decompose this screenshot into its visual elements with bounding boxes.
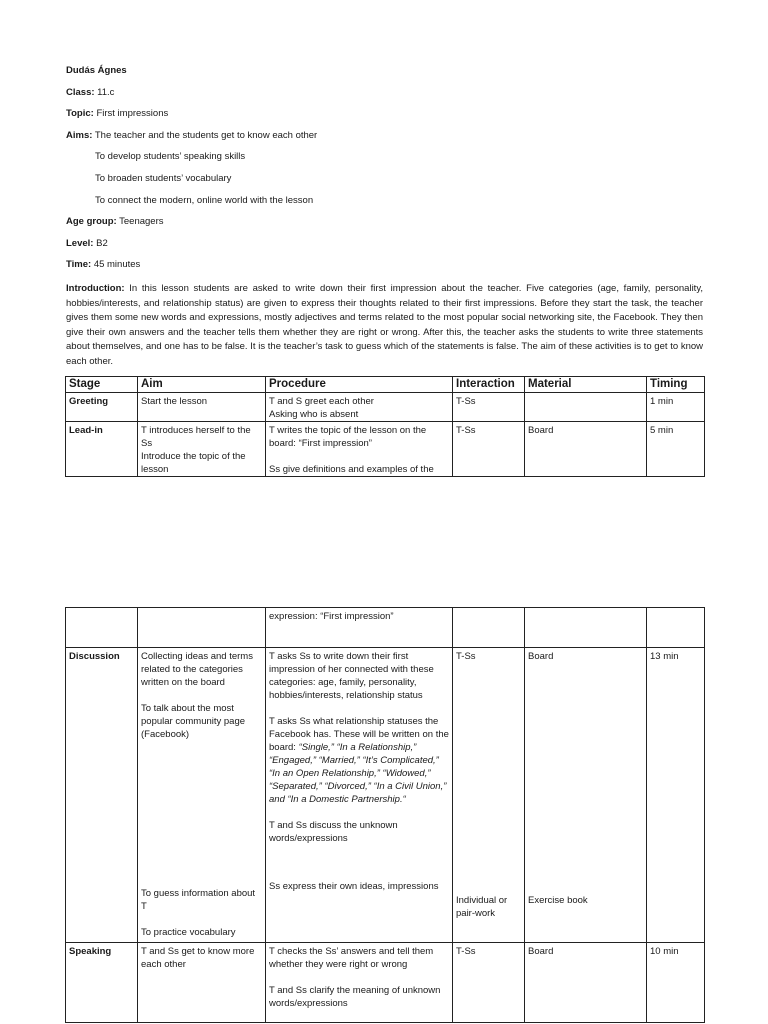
header-timing: Timing [647, 377, 705, 393]
interaction-cell: T-Ss [453, 422, 525, 477]
interaction-cell [453, 608, 525, 648]
aim-item: To connect the modern, online world with the lesson [95, 194, 314, 206]
stage-cell: Lead-in [66, 422, 138, 477]
material-cell: Board [525, 943, 647, 1023]
stage-cell: Speaking [66, 943, 138, 1023]
introduction-paragraph: Introduction: In this lesson students are asked to write down their first impression about the teacher. Five categories (age, family, personality, hobbies/interests, and relationship status) are given to express their thoughts related to their first impressions. Before they start the task, the teacher gives them some new words and expressions, mostly adjectives and terms related to the most popular social networking site, the Facebook. They then give their own answers and the teacher tells them whether they are right or wrong. After this, the teacher asks the students to write three statements about themselves, and one has to be false. It is the teacher’s task to guess which of the statements is false. The aim of these activities is to get to know each other. [66, 283, 704, 367]
timing-cell [647, 608, 705, 648]
stage-cell [66, 608, 138, 648]
material-cell: Board Exercise book [525, 648, 647, 943]
timing-cell: 1 min [647, 393, 705, 422]
lesson-plan-table-continued [65, 607, 705, 1023]
lesson-meta [66, 64, 706, 280]
lesson-plan-table [65, 376, 705, 477]
interaction-cell: T-Ss [453, 943, 525, 1023]
table-row [66, 608, 705, 648]
aim-item: To develop students’ speaking skills [95, 151, 246, 163]
timing-cell: 5 min [647, 422, 705, 477]
material-cell [525, 393, 647, 422]
level-line: Level: B2 [66, 237, 108, 249]
aims-line: Aims: The teacher and the students get to know each other [66, 129, 318, 141]
topic-line: Topic: First impressions [66, 108, 169, 120]
stage-cell: Discussion [66, 648, 138, 943]
class-line: Class: 11.c [66, 86, 115, 98]
author-name: Dudás Ágnes [66, 65, 127, 76]
aim-cell: T introduces herself to the Ss Introduce the topic of the lesson [138, 422, 266, 477]
aim-cell [138, 608, 266, 648]
table-header-row [66, 377, 705, 393]
aim-item: To broaden students’ vocabulary [95, 172, 232, 184]
time-line: Time: 45 minutes [66, 259, 141, 271]
interaction-cell: T-Ss Individual or pair-work [453, 648, 525, 943]
timing-cell: 13 min [647, 648, 705, 943]
header-interaction: Interaction [453, 377, 525, 393]
table-row [66, 393, 705, 422]
table-row [66, 422, 705, 477]
material-cell [525, 608, 647, 648]
table-row [66, 943, 705, 1023]
header-aim: Aim [138, 377, 266, 393]
table-row [66, 648, 705, 943]
timing-cell: 10 min [647, 943, 705, 1023]
header-procedure: Procedure [266, 377, 453, 393]
procedure-cell: T writes the topic of the lesson on the board: “First impression” Ss give definitions and examples of the [266, 422, 453, 477]
procedure-cell: T checks the Ss’ answers and tell them whether they were right or wrong T and Ss clarify the meaning of unknown words/expressions [266, 943, 453, 1023]
age-group-line: Age group: Teenagers [66, 216, 164, 228]
procedure-cell: T and S greet each other Asking who is absent [266, 393, 453, 422]
header-stage: Stage [66, 377, 138, 393]
aim-cell: T and Ss get to know more each other [138, 943, 266, 1023]
procedure-cell: T asks Ss to write down their first impression of her connected with these categories: age, family, personality, hobbies/interests, relationship status T asks Ss what relationship statuses the Facebook has. These will be written on the board: “Single,” “In a Relationship,” “Engaged,” “Married,” “It’s Complicated,” “In an Open Relationship,” “Widowed,” “Separated,” “Divorced,” “In a Civil Union,” and “In a Domestic Partnership.“ T and Ss discuss the unknown words/expressions Ss express their own ideas, impressions [266, 648, 453, 943]
header-material: Material [525, 377, 647, 393]
procedure-cell: expression: “First impression” [266, 608, 453, 648]
aim-cell: Start the lesson [138, 393, 266, 422]
aim-cell: Collecting ideas and terms related to the categories written on the board To talk about the most popular community page (Facebook) To guess information about T To practice vocabulary [138, 648, 266, 943]
stage-cell: Greeting [66, 393, 138, 422]
interaction-cell: T-Ss [453, 393, 525, 422]
material-cell: Board [525, 422, 647, 477]
